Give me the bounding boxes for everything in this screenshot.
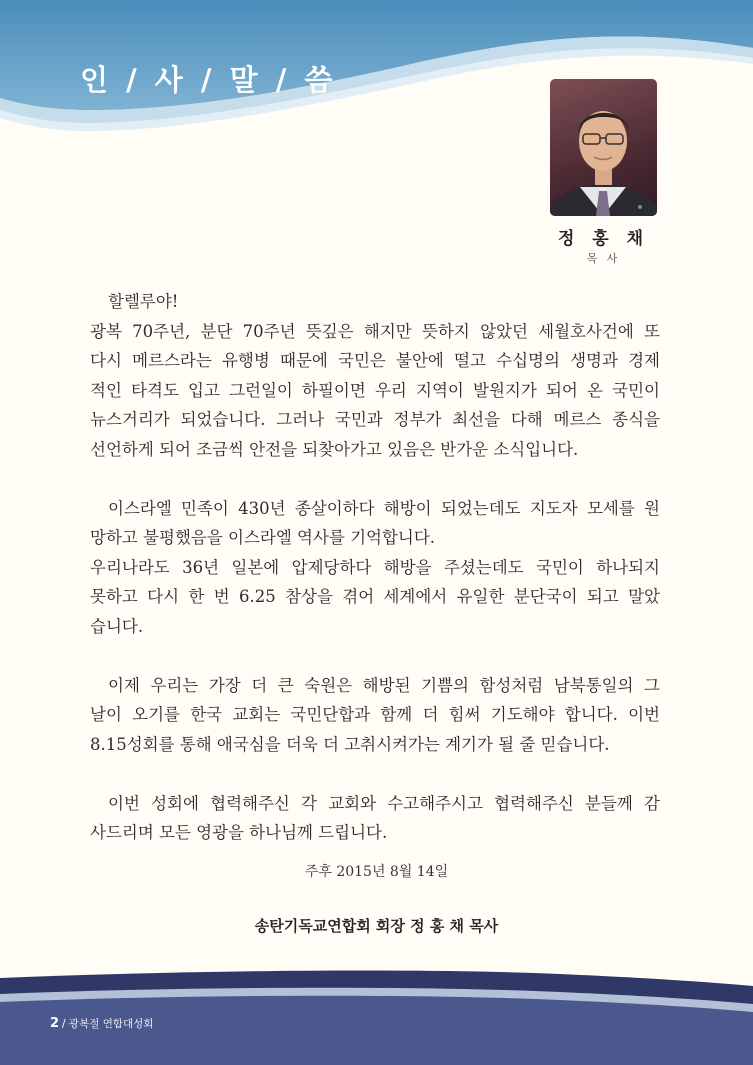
text-line: 날이 오기를 한국 교회는 국민단합과 함께 더 힘써 기도해야 합니다. 이번	[90, 705, 660, 724]
publication-title: / 광복절 연합대성회	[62, 1018, 154, 1030]
text-line: 못하고 다시 한 번 6.25 참상을 겪어 세계에서 유일한 분단국이 되고 말았	[90, 587, 660, 606]
paragraph	[90, 287, 660, 464]
greeting-letter-body	[90, 287, 660, 877]
text-line: 이번 성회에 협력해주신 각 교회와 수고해주시고 협력해주신 분들께 감	[108, 793, 660, 813]
footer-wave-decoration	[0, 960, 753, 1065]
text-line: 뉴스거리가 되었습니다. 그러나 국민과 정부가 최선을 다해 메르스 종식을	[90, 410, 660, 429]
text-line: 다시 메르스라는 유행병 때문에 국민은 불안에 떨고 수십명의 생명과 경제	[90, 351, 660, 370]
paragraph	[90, 789, 660, 848]
paragraph	[90, 671, 660, 760]
letter-date: 주후 2015년 8월 14일	[304, 864, 449, 880]
page-number: 2	[50, 1016, 60, 1031]
text-line: 이제 우리는 가장 더 큰 숙원은 해방된 기쁨의 함성처럼 남북통일의 그	[108, 675, 660, 695]
text-line: 8.15성회를 통해 애국심을 더욱 더 고취시켜가는 계기가 될 줄 믿습니다.	[90, 734, 610, 754]
author-role: 목 사	[586, 252, 621, 265]
greeting-line: 할렐루야!	[108, 292, 179, 311]
text-line: 우리나라도 36년 일본에 압제당하다 해방을 주셨는데도 국민이 하나되지	[90, 557, 660, 577]
text-line: 습니다.	[90, 616, 144, 636]
text-line: 사드리며 모든 영광을 하나님께 드립니다.	[90, 823, 388, 842]
text-line: 선언하게 되어 조금씩 안전을 되찾아가고 있음은 반가운 소식입니다.	[90, 439, 579, 459]
paragraph	[90, 494, 660, 642]
page-title: 인 / 사 / 말 / 씀	[80, 63, 337, 97]
footer-page-label	[50, 1016, 153, 1031]
author-portrait	[550, 79, 657, 216]
signature: 송탄기독교연합회 회장 정 홍 채 목사	[254, 917, 499, 935]
text-line: 적인 타격도 입고 그런일이 하필이면 우리 지역이 발원지가 되어 온 국민이	[90, 380, 660, 400]
text-line: 광복 70주년, 분단 70주년 뜻깊은 해지만 뜻하지 않았던 세월호사건에 또	[90, 321, 660, 341]
author-name: 정 홍 채	[557, 229, 650, 249]
text-line: 망하고 불평했음을 이스라엘 역사를 기억합니다.	[90, 528, 436, 547]
text-line: 이스라엘 민족이 430년 종살이하다 해방이 되었는데도 지도자 모세를 원	[108, 498, 660, 518]
